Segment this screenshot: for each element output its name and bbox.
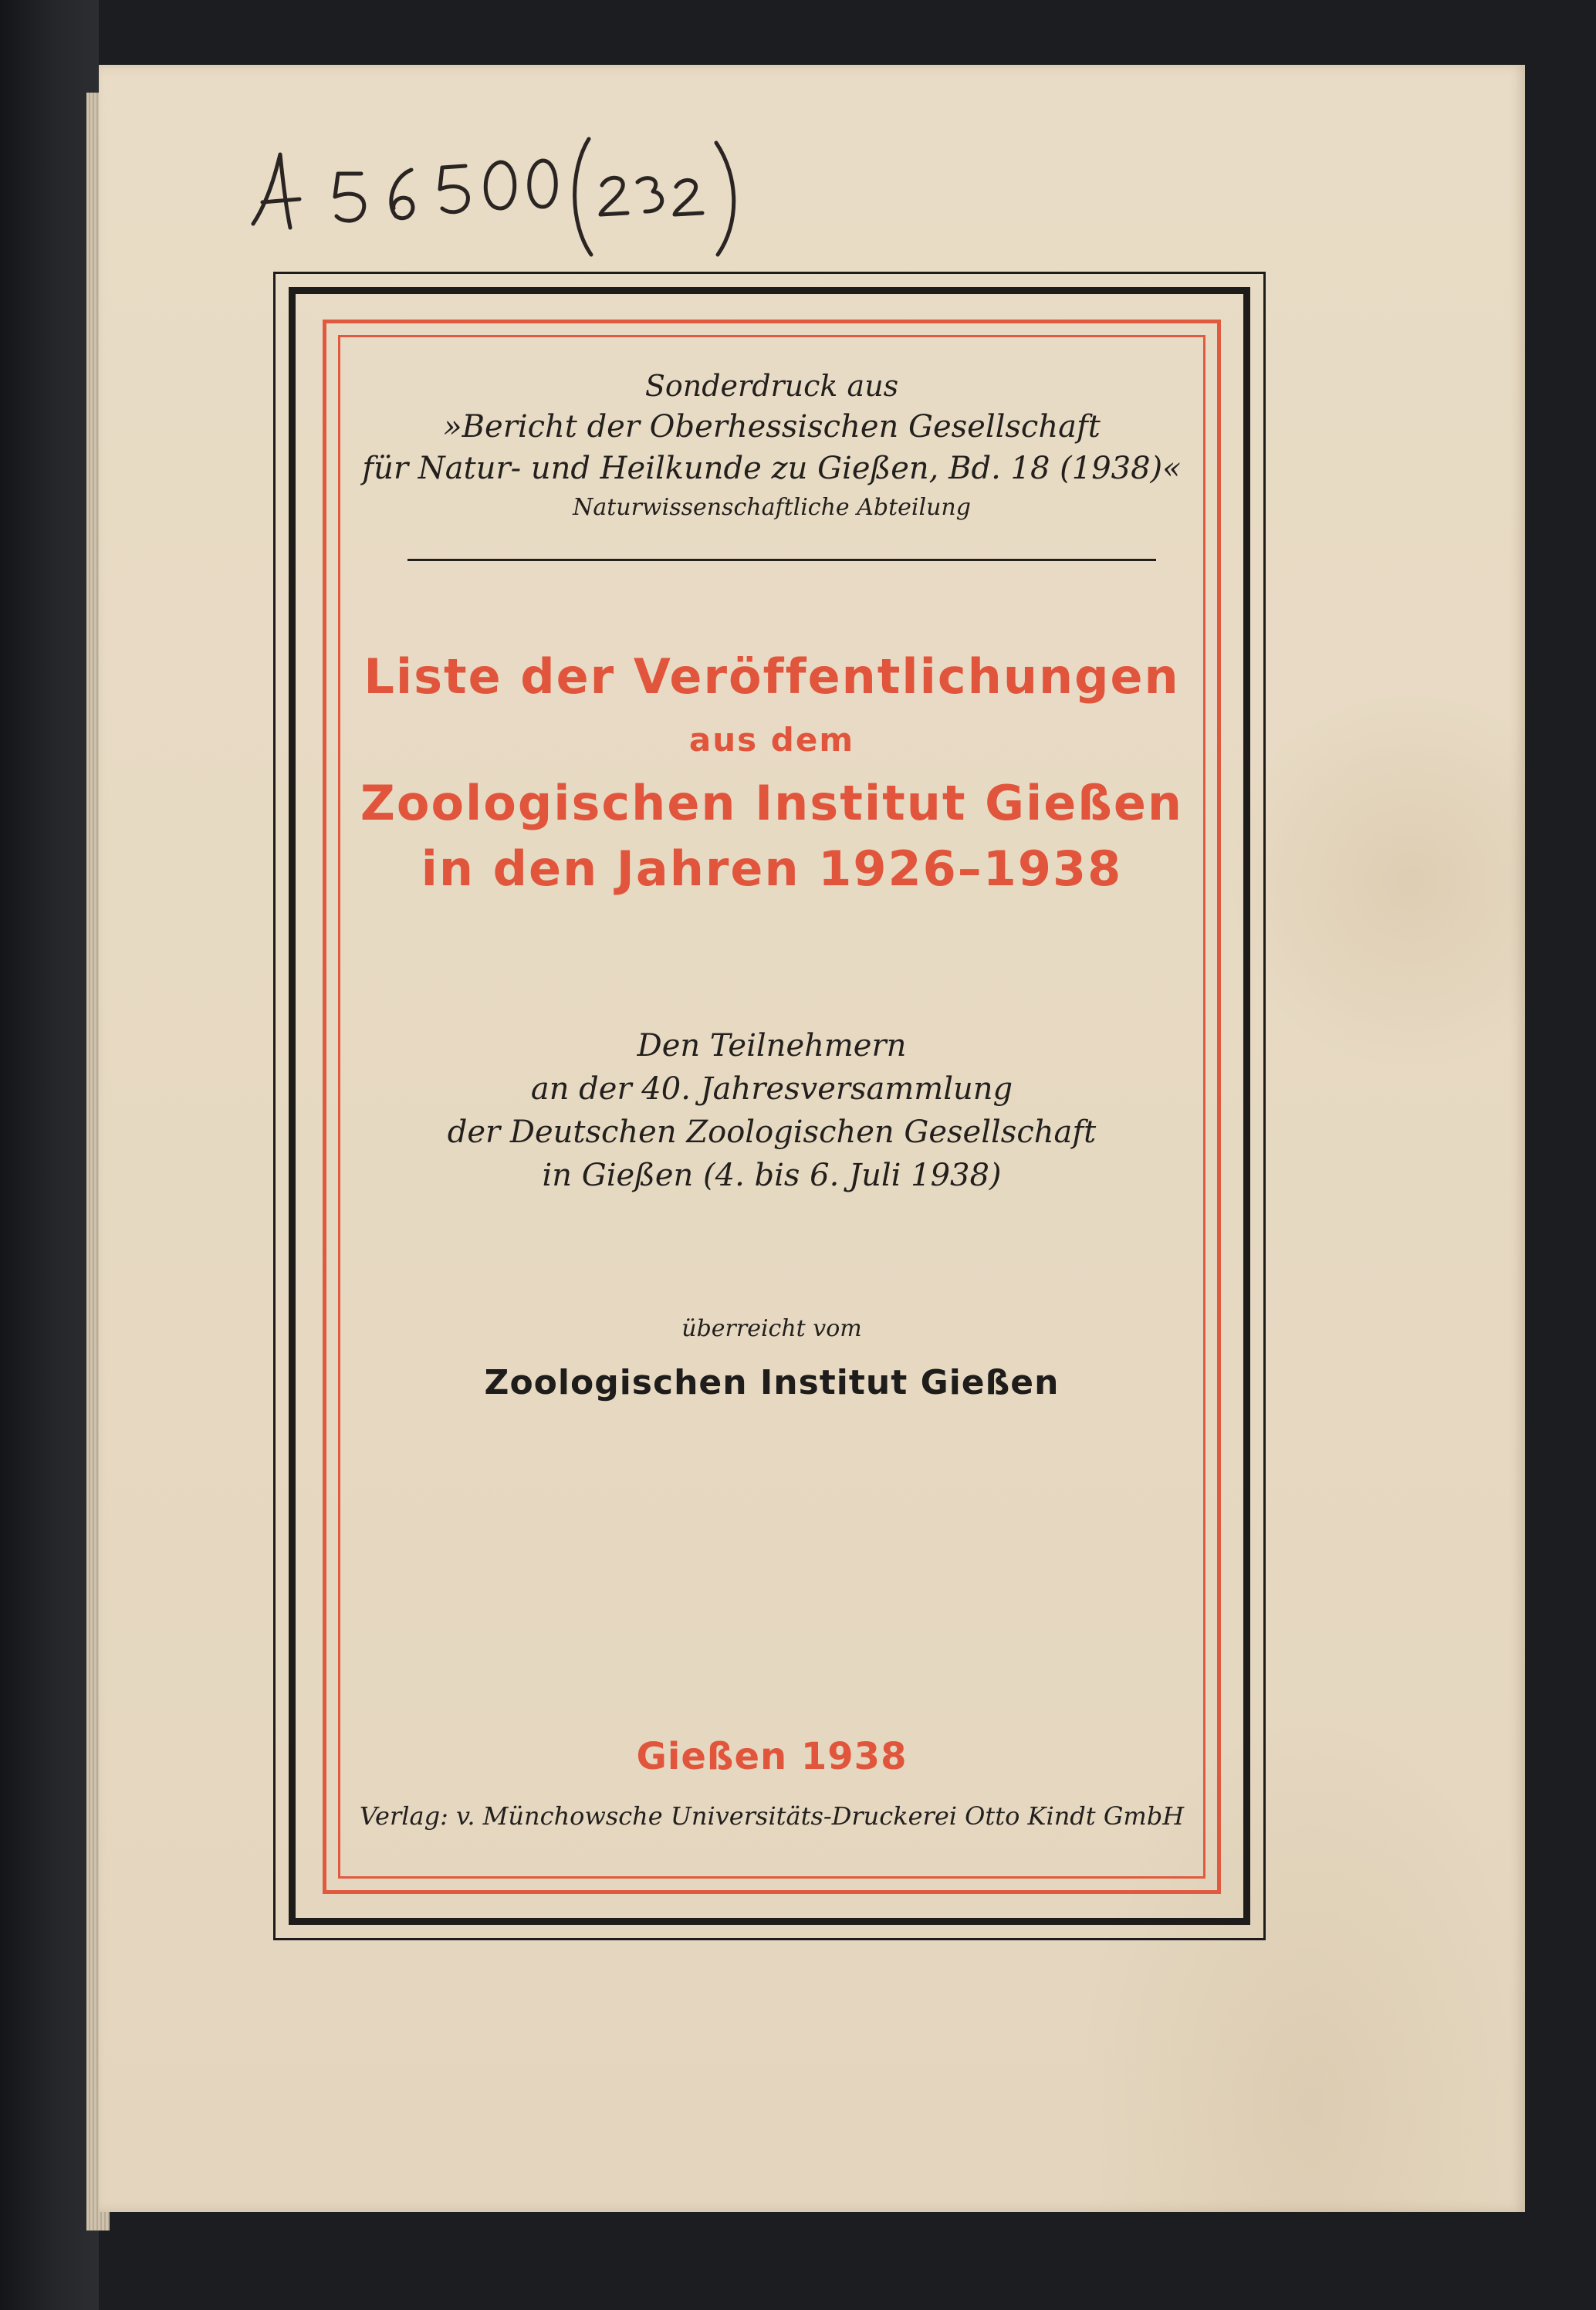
main-title-line2: aus dem [688, 721, 855, 759]
main-title-line1: Liste der Veröffentlichungen [363, 648, 1180, 705]
offprint-label: Sonderdruck aus [644, 369, 899, 403]
presenting-institution: Zoologischen Institut Gießen [484, 1363, 1060, 1402]
header-divider [407, 559, 1156, 561]
main-title-line3: Zoologischen Institut Gießen [360, 775, 1184, 831]
source-section: Naturwissenschaftliche Abteilung [573, 494, 971, 521]
handwritten-shelfmark [245, 131, 786, 262]
dedication-line4: in Gießen (4. bis 6. Juli 1938) [542, 1158, 1002, 1193]
title-page-content [338, 335, 1205, 1879]
imprint-place-year: Gießen 1938 [636, 1735, 908, 1778]
source-journal-line1: »Bericht der Oberhessischen Gesellschaft [443, 409, 1101, 445]
book-spine-background [0, 0, 99, 2310]
presented-by-label: überreicht vom [681, 1315, 862, 1342]
dedication-line2: an der 40. Jahresversammlung [530, 1071, 1013, 1107]
imprint-publisher: Verlag: v. Münchowsche Universitäts-Druckerei Otto Kindt GmbH [359, 1801, 1185, 1831]
main-title-line4: in den Jahren 1926–1938 [421, 840, 1123, 897]
source-journal-line2: für Natur- und Heilkunde zu Gießen, Bd. 18 (1938)« [362, 451, 1182, 486]
handwritten-shelfmark-drawing [245, 131, 786, 262]
dedication-line3: der Deutschen Zoologischen Gesellschaft [447, 1114, 1097, 1150]
dedication-line1: Den Teilnehmern [637, 1028, 907, 1064]
